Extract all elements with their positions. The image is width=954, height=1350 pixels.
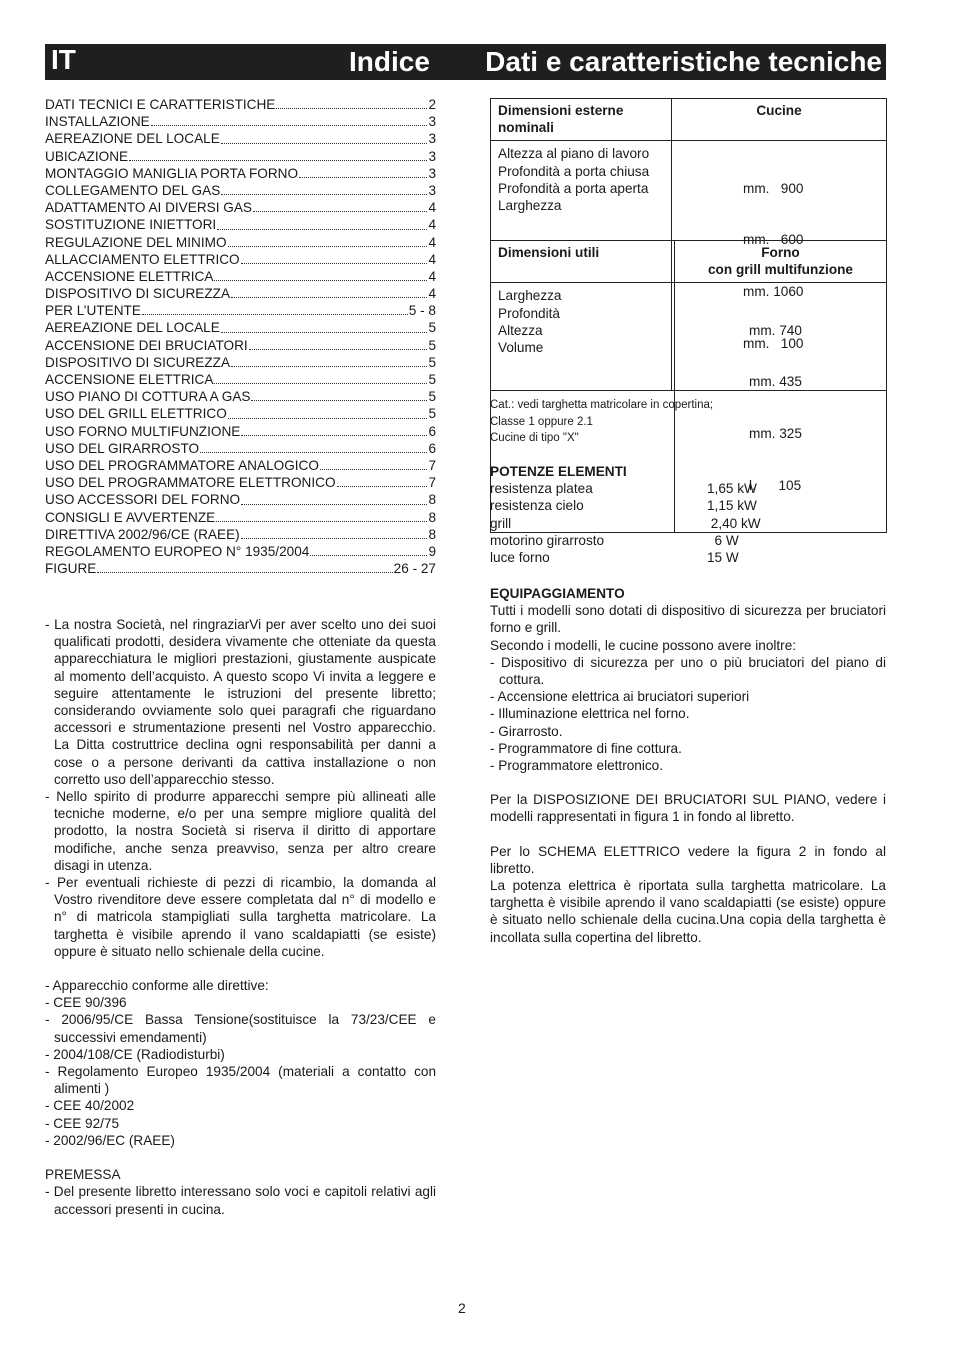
toc-entry xyxy=(45,354,436,371)
toc-entry-title: AEREAZIONE DEL LOCALE xyxy=(45,131,220,147)
toc-leader xyxy=(231,296,427,298)
toc-leader xyxy=(221,331,428,333)
toc-leader xyxy=(214,279,427,281)
toc-entry-page: 2 xyxy=(428,97,436,112)
toc-leader xyxy=(337,485,428,487)
equipment-item: - Illuminazione elettrica nel forno. xyxy=(490,706,690,722)
toc-entry-title: DISPOSITIVO DI SICUREZZA xyxy=(45,286,231,302)
toc-entry-title: PER L’UTENTE xyxy=(45,303,141,319)
toc-leader xyxy=(217,228,427,230)
power-label: luce forno xyxy=(490,550,550,566)
toc-entry-page: 4 xyxy=(428,217,436,233)
toc-entry xyxy=(45,388,436,405)
toc-entry-title: AEREAZIONE DEL LOCALE xyxy=(45,320,220,336)
toc-entry-page: 5 xyxy=(428,389,436,405)
power-row xyxy=(490,515,886,532)
row-value: mm. 900 xyxy=(743,180,804,196)
category-line: Cat.: vedi targhetta matricolare in copertina; xyxy=(490,399,714,411)
toc-entry xyxy=(45,268,436,285)
toc-entry-title: USO PIANO DI COTTURA A GAS xyxy=(45,389,251,405)
toc-leader xyxy=(231,365,427,367)
toc-entry-page: 5 xyxy=(428,354,436,370)
row-value: mm. 325 xyxy=(749,426,802,442)
toc-entry-title: COLLEGAMENTO DEL GAS xyxy=(45,182,221,198)
toc-entry-page: 8 xyxy=(428,526,436,542)
toc-entry-page: 3 xyxy=(428,182,436,198)
intro-paragraph: - Nello spirito di produrre apparecchi sempre più allineati alle tecniche moderne, e/o per una sempre migliore qualità del prodotto, la nostra Società si riserva il diritto di apportare modifiche, anche senza preavviso, senza per altro creare disagi in utenza. xyxy=(45,789,436,873)
toc-entry-title: USO DEL GIRARROSTO xyxy=(45,440,200,456)
directive-item: - CEE 90/396 xyxy=(45,995,127,1011)
equipment-text: Per lo SCHEMA ELETTRICO vedere la figura 2 in fondo al libretto. xyxy=(490,843,886,876)
toc-leader xyxy=(200,451,427,453)
equipment-text: Per la DISPOSIZIONE DEI BRUCIATORI SUL PIANO, vedere i modelli rappresentati in figura 1 in fondo al libretto. xyxy=(490,792,886,825)
toc-leader xyxy=(151,124,428,126)
power-value: 1,65 kW xyxy=(707,481,757,497)
equipment-text: Tutti i modelli sono dotati di dispositivo di sicurezza per bruciatori forno e grill. xyxy=(490,603,886,636)
equipment-item: - Programmatore elettronico. xyxy=(490,758,664,774)
toc-entry xyxy=(45,526,436,543)
toc-leader xyxy=(228,245,428,247)
equipment-text: Secondo i modelli, le cucine possono avere inoltre: xyxy=(490,637,797,653)
row-value: mm. 740 xyxy=(749,322,802,338)
toc-entry xyxy=(45,405,436,422)
directive-item: - 2002/96/EC (RAEE) xyxy=(45,1132,175,1148)
power-elements xyxy=(490,463,886,566)
toc-entry-page: 5 xyxy=(428,337,436,353)
toc-leader xyxy=(142,313,408,315)
toc-entry-page: 5 - 8 xyxy=(408,303,436,319)
toc-entry-title: USO DEL GRILL ELETTRICO xyxy=(45,406,227,422)
power-row xyxy=(490,497,886,514)
power-label: resistenza platea xyxy=(490,481,593,497)
row-label: Profondità a porta chiusa xyxy=(498,163,650,179)
toc-leader xyxy=(216,520,427,522)
table-header-label: Dimensioni esterne nominali xyxy=(491,99,672,141)
toc-entry-title: ACCENSIONE ELETTRICA xyxy=(45,372,214,387)
row-value: mm. 600 xyxy=(743,232,804,248)
toc-entry-title: USO FORNO MULTIFUNZIONE xyxy=(45,423,241,439)
toc-entry-title: FIGURE xyxy=(45,561,97,577)
table-header-value: Cucine xyxy=(672,99,887,141)
row-value: mm. 100 xyxy=(743,335,804,351)
toc-entry-title: REGULAZIONE DEL MINIMO xyxy=(45,234,227,250)
toc-leader xyxy=(310,554,427,556)
toc-entry-page: 5 xyxy=(428,406,436,422)
toc-entry xyxy=(45,182,436,199)
category-line: Classe 1 oppure 2.1 xyxy=(490,415,593,428)
toc-entry xyxy=(45,423,436,440)
toc-leader xyxy=(228,417,428,419)
equipment-text: La potenza elettrica è riportata sulla targhetta matricolare. La targhetta è visibile aprendo il vano scaldapiatti (se esiste) oppure è situato nello schienale della cucina.Una copia della targhetta è incollata sulla copertina del libretto. xyxy=(490,878,886,945)
page-number: 2 xyxy=(458,1300,466,1316)
toc-entry-page: 8 xyxy=(428,492,436,508)
toc-entry-page: 4 xyxy=(428,286,436,302)
toc-leader xyxy=(241,503,427,505)
power-row xyxy=(490,549,886,566)
toc-entry-title: USO DEL PROGRAMMATORE ELETTRONICO xyxy=(45,475,336,491)
toc-entry-title: MONTAGGIO MANIGLIA PORTA FORNO xyxy=(45,165,299,181)
directive-item: - Apparecchio conforme alle direttive: xyxy=(45,978,269,994)
power-label: grill xyxy=(490,515,512,531)
toc-entry-page: 6 xyxy=(428,440,436,456)
power-title: POTENZE ELEMENTI xyxy=(490,464,627,479)
table-header-value xyxy=(675,241,887,283)
toc-leader xyxy=(251,399,427,401)
toc-leader xyxy=(221,193,427,195)
toc-entry xyxy=(45,285,436,302)
toc-entry xyxy=(45,440,436,457)
toc-entry xyxy=(45,509,436,526)
table-of-contents xyxy=(45,96,436,577)
category-info xyxy=(490,397,886,447)
toc-entry-page: 9 xyxy=(428,543,436,559)
toc-entry-title: ADATTAMENTO AI DIVERSI GAS xyxy=(45,200,252,216)
toc-leader xyxy=(129,159,427,161)
toc-entry xyxy=(45,491,436,508)
directive-item: - CEE 40/2002 xyxy=(45,1098,135,1114)
row-label: Altezza xyxy=(498,322,543,338)
power-value: 15 W xyxy=(707,550,739,566)
toc-entry-title: UBICAZIONE xyxy=(45,148,129,164)
intro-paragraph: - La nostra Società, nel ringraziarVi per aver scelto uno dei suoi qualificati prodotti, desidera vivamente che otteniate da questa apparecchiatura le migliori prestazioni, giustamente auspicate al momento dell’acquisto. A questo scopo Vi invita a leggere e seguire attentamente le istruzioni del presente libretto; considerando ovviamente solo quei paragrafi che riguardano accessori e strumentazione presenti nel Vostro apparecchio. La Ditta costruttrice declina ogni responsabilità per danni a cose o a persone derivanti da cattiva installazione o non corretto uso dell’apparecchio stesso. xyxy=(45,617,436,787)
toc-entry xyxy=(45,216,436,233)
toc-entry-title: INSTALLAZIONE xyxy=(45,114,150,130)
premessa-text: - Del presente libretto interessano solo voci e capitoli relativi agli accessori presenti in cucina. xyxy=(45,1184,436,1217)
toc-entry-page: 4 xyxy=(428,268,436,284)
toc-entry xyxy=(45,199,436,216)
toc-entry-title: DATI TECNICI E CARATTERISTICHE xyxy=(45,97,276,112)
intro-text xyxy=(45,616,436,1218)
toc-entry xyxy=(45,560,436,577)
oven-label: Forno xyxy=(761,245,800,260)
intro-paragraph: - Per eventuali richieste di pezzi di ricambio, la domanda al Vostro rivenditore deve essere completata dal n° di modello e n° di matricola stampigliati sulla targhetta matricolare. La targhetta è visibile aprendo il vano scaldapiatti (se esiste) oppure è situato nello schienale della cucine. xyxy=(45,875,436,959)
toc-entry-title: DIRETTIVA 2002/96/CE (RAEE) xyxy=(45,526,240,542)
power-value: 1,15 kW xyxy=(707,498,757,514)
toc-entry-page: 4 xyxy=(428,200,436,216)
equipment-title: EQUIPAGGIAMENTO xyxy=(490,586,625,601)
power-row xyxy=(490,532,886,549)
toc-entry-page: 26 - 27 xyxy=(393,561,436,577)
toc-entry xyxy=(45,130,436,147)
toc-entry-title: SOSTITUZIONE INIETTORI xyxy=(45,217,217,233)
equipment-item: - Accensione elettrica ai bruciatori superiori xyxy=(490,689,750,705)
toc-entry-title: USO ACCESSORI DEL FORNO xyxy=(45,492,241,508)
toc-leader xyxy=(249,348,428,350)
equipment-item: - Programmatore di fine cottura. xyxy=(490,740,682,756)
toc-entry-title: USO DEL PROGRAMMATORE ANALOGICO xyxy=(45,457,319,473)
toc-entry-page: 3 xyxy=(428,165,436,181)
toc-entry xyxy=(45,165,436,182)
directive-item: - CEE 92/75 xyxy=(45,1115,120,1131)
power-value: 2,40 kW xyxy=(707,515,761,531)
language-code: IT xyxy=(51,44,76,75)
equipment-item: - Dispositivo di sicurezza per uno o più bruciatori del piano di cottura. xyxy=(490,654,886,688)
toc-entry-page: 3 xyxy=(428,148,436,164)
toc-entry-page: 5 xyxy=(428,372,436,387)
toc-entry-page: 3 xyxy=(428,114,436,130)
directives-list xyxy=(45,977,436,1149)
toc-entry xyxy=(45,319,436,336)
power-row xyxy=(490,480,886,497)
row-label: Larghezza xyxy=(498,288,562,304)
row-label: Profondità xyxy=(498,305,560,321)
toc-entry-title: ACCENSIONE ELETTRICA xyxy=(45,268,214,284)
row-value: mm. 1060 xyxy=(743,284,804,300)
toc-leader xyxy=(320,468,427,470)
toc-entry-page: 4 xyxy=(428,251,436,267)
toc-entry-page: 3 xyxy=(428,131,436,147)
power-label: resistenza cielo xyxy=(490,498,584,514)
directive-item: - 2004/108/CE (Radiodisturbi) xyxy=(45,1046,225,1062)
toc-entry-title: ALLACCIAMENTO ELETTRICO xyxy=(45,251,240,267)
directive-item: - Regolamento Europeo 1935/2004 (materiali a contatto con alimenti ) xyxy=(45,1064,436,1097)
toc-entry-title: ACCENSIONE DEI BRUCIATORI xyxy=(45,337,248,353)
directive-item: - 2006/95/CE Bassa Tensione(sostituisce la 73/23/CEE e successivi emendamenti) xyxy=(45,1012,436,1045)
table-header-label: Dimensioni utili xyxy=(491,241,675,283)
toc-leader xyxy=(97,571,392,573)
toc-leader xyxy=(299,176,427,178)
toc-leader xyxy=(253,210,427,212)
row-label: Volume xyxy=(498,340,544,356)
premessa-title: PREMESSA xyxy=(45,1167,121,1183)
toc-leader xyxy=(214,382,427,384)
toc-entry-page: 4 xyxy=(428,234,436,250)
row-label: Profondità a porta aperta xyxy=(498,180,649,196)
toc-leader xyxy=(276,107,427,109)
toc-entry-page: 5 xyxy=(428,320,436,336)
toc-entry-title: REGOLAMENTO EUROPEO N° 1935/2004 xyxy=(45,543,310,559)
power-label: motorino girarrosto xyxy=(490,532,605,548)
row-label: Altezza al piano di lavoro xyxy=(498,146,650,162)
toc-leader xyxy=(241,262,428,264)
toc-leader xyxy=(221,142,428,144)
toc-entry-page: 7 xyxy=(428,475,436,491)
toc-entry xyxy=(45,251,436,268)
toc-entry xyxy=(45,113,436,130)
toc-entry xyxy=(45,543,436,560)
row-value: l. 105 xyxy=(749,477,802,493)
toc-entry-page: 6 xyxy=(428,423,436,439)
toc-leader xyxy=(241,434,427,436)
toc-entry xyxy=(45,96,436,113)
index-title: Indice xyxy=(349,46,430,77)
category-line: Cucine di tipo "X" xyxy=(490,432,579,444)
equipment-item: - Girarrosto. xyxy=(490,723,563,739)
power-value: 6 W xyxy=(707,532,739,548)
oven-sublabel: con grill multifunzione xyxy=(708,262,853,278)
toc-entry xyxy=(45,234,436,251)
toc-entry xyxy=(45,371,436,388)
section-title: Dati e caratteristiche tecniche xyxy=(485,46,882,77)
toc-entry xyxy=(45,302,436,319)
row-label: Larghezza xyxy=(498,198,562,214)
equipment-section xyxy=(490,585,886,946)
toc-entry xyxy=(45,337,436,354)
row-value: mm. 435 xyxy=(749,374,802,390)
header-bar xyxy=(45,44,886,80)
toc-entry-page: 8 xyxy=(428,509,436,525)
toc-leader xyxy=(241,537,428,539)
toc-entry-title: CONSIGLI E AVVERTENZE xyxy=(45,509,216,525)
toc-entry xyxy=(45,148,436,165)
toc-entry xyxy=(45,457,436,474)
toc-entry xyxy=(45,474,436,491)
toc-entry-page: 7 xyxy=(428,457,436,473)
toc-entry-title: DISPOSITIVO DI SICUREZZA xyxy=(45,354,231,370)
